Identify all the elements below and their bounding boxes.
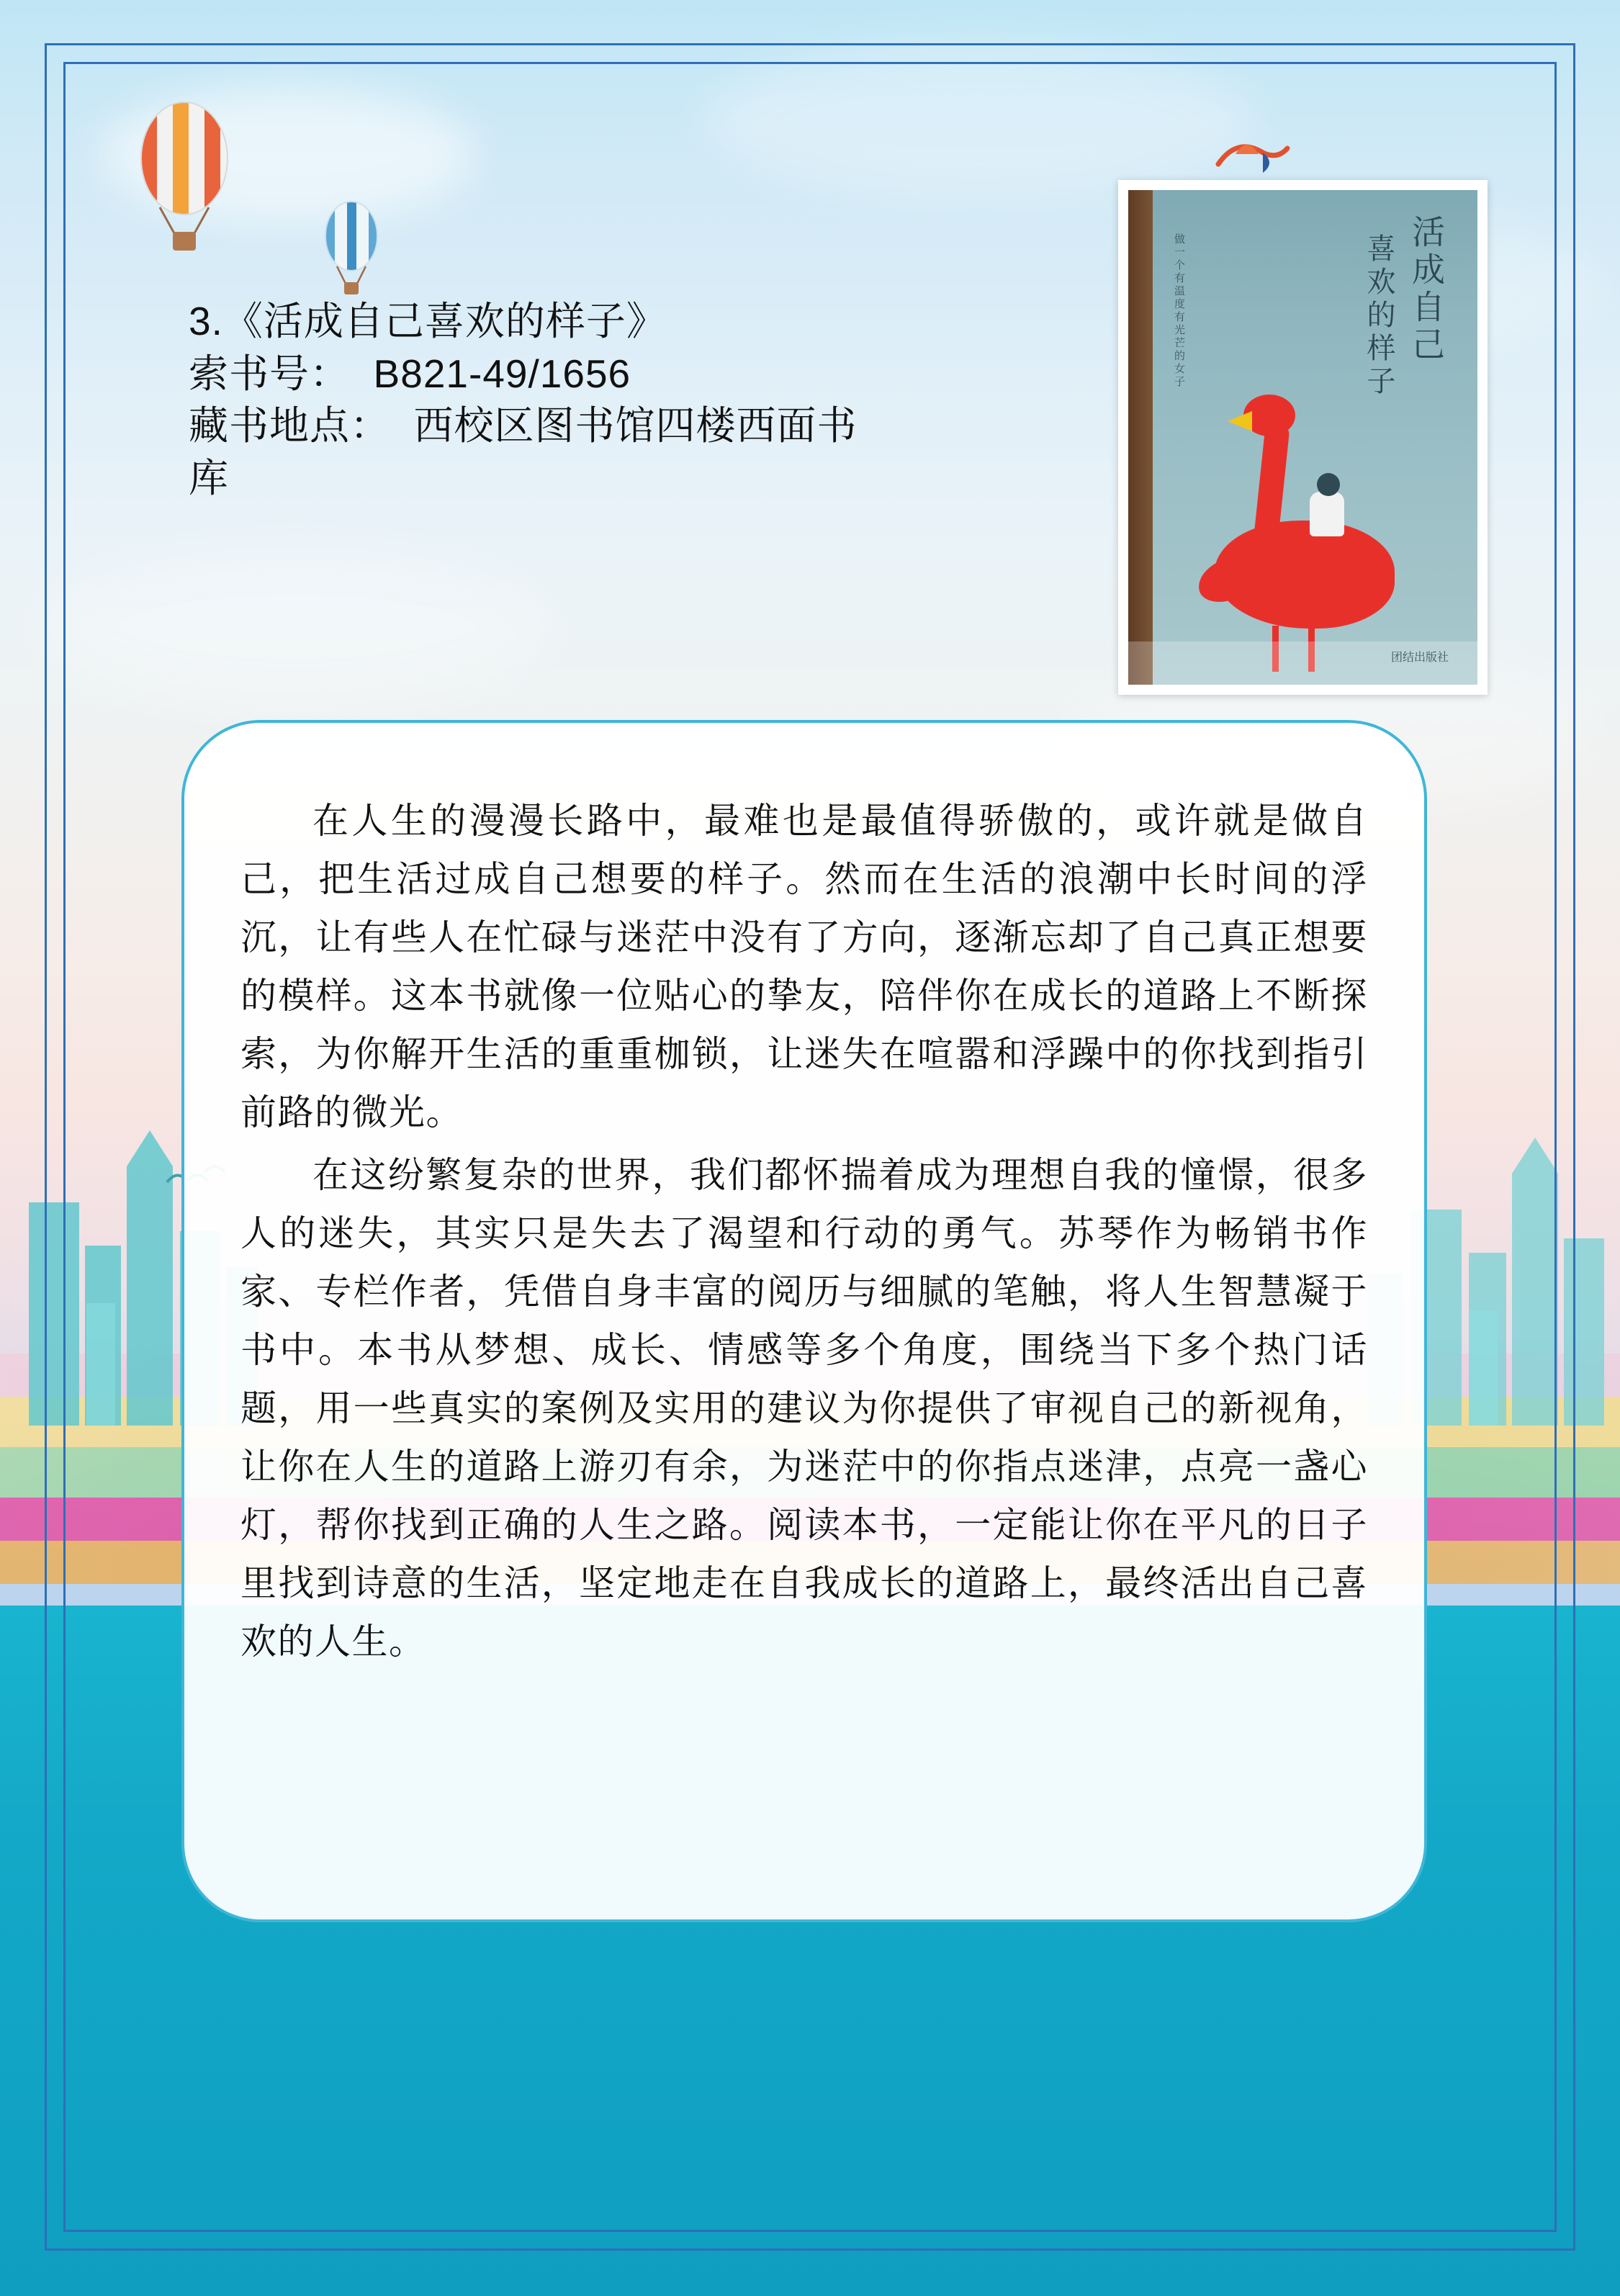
book-heading (189, 295, 981, 504)
description-paragraph-1: 在人生的漫漫长路中，最难也是最值得骄傲的，或许就是做自己，把生活过成自己想要的样子。然而在生活的浪潮中长时间的浮沉，让有些人在忙碌与迷茫中没有了方向，逐渐忘却了自己真正想要的模样。这本书就像一位贴心的挚友，陪伴你在成长的道路上不断探索，为你解开生活的重重枷锁，让迷失在喧嚣和浮躁中的你找到指引前路的微光。 (240, 801, 1368, 1133)
cover-title-vertical: 活成自己 (1408, 215, 1445, 364)
cover-publisher: 团结出版社 (1390, 652, 1449, 664)
rider-head (1317, 473, 1340, 496)
flamingo-body (1215, 521, 1395, 629)
location-line-cont: 库 (189, 455, 230, 500)
description-card (181, 720, 1427, 1922)
flamingo-beak (1228, 411, 1252, 431)
description-paragraph-2: 在这纷繁复杂的世界，我们都怀揣着成为理想自我的憧憬，很多人的迷失，其实只是失去了渴望和行动的勇气。苏琴作为畅销书作家、专栏作者，凭借自身丰富的阅历与细腻的笔触，将人生智慧凝于书中。本书从梦想、成长、情感等多个角度，围绕当下多个热门话题，用一些真实的案例及实用的建议为你提供了审视自己的新视角，让你在人生的道路上游刃有余，为迷茫中的你指点迷津，点亮一盏心灯，帮你找到正确的人生之路。阅读本书，一定能让你在平凡的日子里找到诗意的生活，坚定地走在自我成长的道路上，最终活出自己喜欢的人生。 (240, 1155, 1368, 1662)
book-cover-photo (1118, 180, 1488, 695)
rider-figure (1310, 492, 1344, 536)
book-title: 3.《活成自己喜欢的样子》 (189, 299, 667, 343)
location-line: 藏书地点： 西校区图书馆四楼西面书 (189, 403, 858, 449)
cover-subtitle: 做一个有温度有光芒的女子 (1173, 233, 1185, 389)
cover-title-vertical-2: 喜欢的样子 (1363, 233, 1395, 399)
book-cover-artwork (1128, 190, 1477, 685)
book-spine (1128, 190, 1153, 685)
call-number-line: 索书号： B821-49/1656 (189, 351, 631, 396)
